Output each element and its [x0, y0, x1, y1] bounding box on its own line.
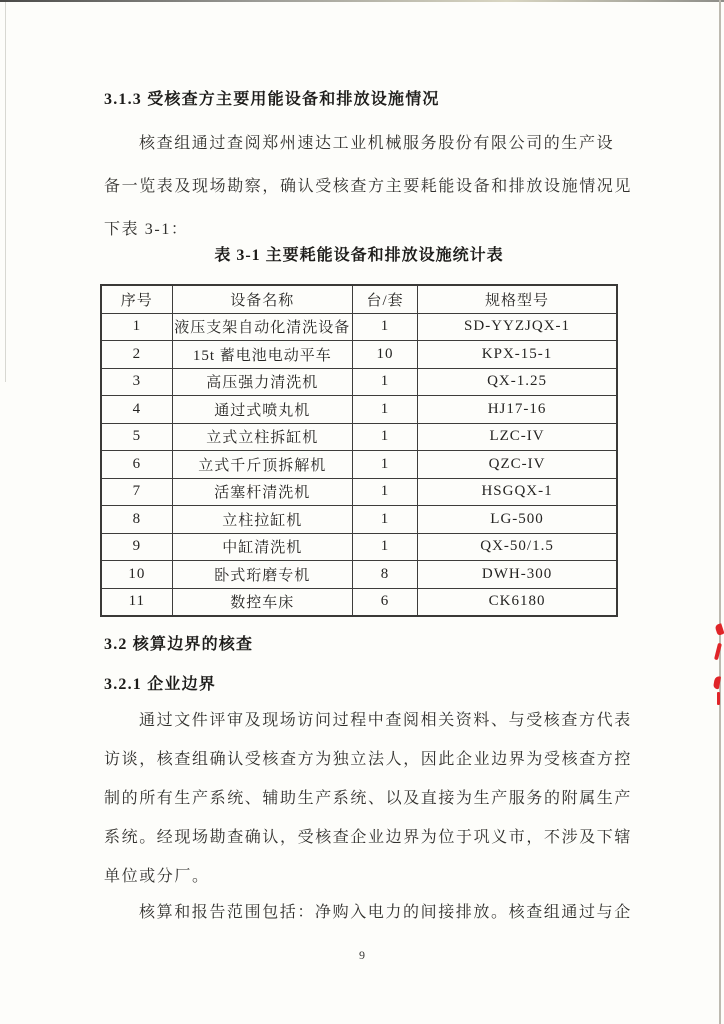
cell-device-name: 中缸清洗机: [172, 533, 352, 561]
cell-device-name: 立式立柱拆缸机: [172, 423, 352, 451]
paragraph-line: 核算和报告范围包括：净购入电力的间接排放。核查组通过与企: [139, 904, 632, 921]
cell-count: 1: [352, 533, 417, 561]
cell-device-name: 通过式喷丸机: [172, 396, 352, 424]
page-number: 9: [359, 948, 365, 962]
cell-model: SD-YYZJQX-1: [418, 313, 617, 341]
paragraph-line: 单位或分厂。: [104, 868, 210, 885]
cell-seq: 4: [101, 396, 172, 424]
paragraph-line: 系统。经现场勘查确认，受核查企业边界为位于巩义市，不涉及下辖: [104, 829, 633, 846]
cell-seq: 7: [101, 478, 172, 506]
table-header-row: [101, 285, 617, 313]
cell-count: 1: [352, 506, 417, 534]
header-count: 台/套: [352, 285, 417, 313]
header-model: 规格型号: [418, 285, 617, 313]
cell-count: 1: [352, 313, 417, 341]
cell-seq: 6: [101, 451, 172, 479]
table-row: [101, 313, 617, 341]
cell-model: LG-500: [418, 506, 617, 534]
table-row: [101, 588, 617, 616]
header-seq: 序号: [101, 285, 172, 313]
paragraph-reporting-scope: [104, 893, 632, 932]
cell-model: QZC-IV: [418, 451, 617, 479]
cell-device-name: 卧式珩磨专机: [172, 561, 352, 589]
cell-count: 10: [352, 341, 417, 369]
cell-device-name: 高压强力清洗机: [172, 368, 352, 396]
scan-edge-left: [5, 2, 6, 382]
cell-model: QX-50/1.5: [418, 533, 617, 561]
red-annotation-mark: [717, 692, 720, 705]
paragraph-line: 下表 3-1：: [104, 221, 189, 238]
paragraph-enterprise-boundary: [104, 701, 633, 896]
cell-count: 6: [352, 588, 417, 616]
cell-device-name: 数控车床: [172, 588, 352, 616]
paragraph-line: 通过文件评审及现场访问过程中查阅相关资料、与受核查方代表: [139, 712, 632, 729]
table-row: [101, 368, 617, 396]
table-row: [101, 506, 617, 534]
cell-seq: 2: [101, 341, 172, 369]
equipment-table: [100, 284, 618, 617]
paragraph-equipment-intro: [104, 122, 633, 251]
cell-seq: 8: [101, 506, 172, 534]
paragraph-line: 制的所有生产系统、辅助生产系统、以及直接为生产服务的附属生产: [104, 790, 633, 807]
cell-seq: 1: [101, 313, 172, 341]
table-row: [101, 561, 617, 589]
paragraph-line: 备一览表及现场勘察，确认受核查方主要耗能设备和排放设施情况见: [104, 178, 633, 195]
cell-model: DWH-300: [418, 561, 617, 589]
cell-count: 1: [352, 368, 417, 396]
cell-device-name: 立式千斤顶拆解机: [172, 451, 352, 479]
section-heading-3-2-1: 3.2.1 企业边界: [104, 676, 217, 693]
cell-count: 1: [352, 396, 417, 424]
cell-seq: 5: [101, 423, 172, 451]
cell-device-name: 立柱拉缸机: [172, 506, 352, 534]
cell-model: HJ17-16: [418, 396, 617, 424]
cell-seq: 10: [101, 561, 172, 589]
cell-seq: 3: [101, 368, 172, 396]
cell-device-name: 液压支架自动化清洗设备: [172, 313, 352, 341]
table-row: [101, 533, 617, 561]
section-heading-3-2: 3.2 核算边界的核查: [104, 636, 254, 653]
cell-seq: 9: [101, 533, 172, 561]
cell-device-name: 15t 蓄电池电动平车: [172, 341, 352, 369]
cell-count: 1: [352, 451, 417, 479]
cell-model: KPX-15-1: [418, 341, 617, 369]
header-name: 设备名称: [172, 285, 352, 313]
cell-count: 1: [352, 478, 417, 506]
table-row: [101, 423, 617, 451]
cell-seq: 11: [101, 588, 172, 616]
cell-model: HSGQX-1: [418, 478, 617, 506]
red-annotation-mark: [714, 623, 724, 636]
scan-edge-top: [0, 0, 724, 2]
table-row: [101, 451, 617, 479]
paragraph-line: 访谈，核查组确认受核查方为独立法人，因此企业边界为受核查方控: [104, 751, 633, 768]
table-row: [101, 341, 617, 369]
scan-edge-right: [719, 0, 721, 1024]
cell-device-name: 活塞杆清洗机: [172, 478, 352, 506]
section-heading-3-1-3: 3.1.3 受核查方主要用能设备和排放设施情况: [104, 91, 440, 108]
table-title: 表 3-1 主要耗能设备和排放设施统计表: [214, 247, 504, 264]
cell-model: QX-1.25: [418, 368, 617, 396]
table-row: [101, 396, 617, 424]
table-row: [101, 478, 617, 506]
cell-count: 8: [352, 561, 417, 589]
cell-model: CK6180: [418, 588, 617, 616]
cell-model: LZC-IV: [418, 423, 617, 451]
cell-count: 1: [352, 423, 417, 451]
paragraph-line: 核查组通过查阅郑州速达工业机械服务股份有限公司的生产设: [139, 135, 615, 152]
